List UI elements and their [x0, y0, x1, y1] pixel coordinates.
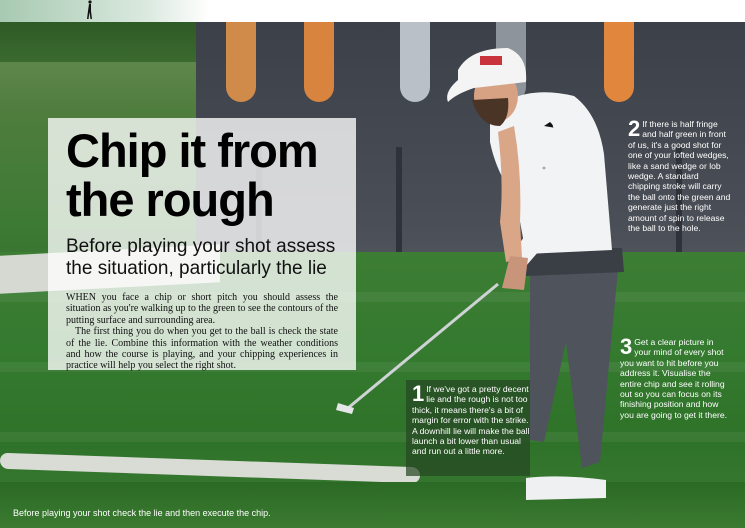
tip-2: [628, 116, 732, 234]
article-title: Chip it from the rough: [66, 124, 318, 226]
intro-paragraph: WHEN you face a chip or short pitch you should assess the situation as you're walking up to the green to see the contours of the putting surface and surrounding area.: [66, 292, 339, 326]
page-header-strip: [0, 0, 745, 23]
article-subtitle: Before playing your shot assess the situation, particularly the lie: [66, 236, 336, 279]
tip-text: If we've got a pretty decent lie and the rough is not too thick, it means there's a bit of margin for error with the strike. A downhill lie will make the ball launch a bit lower than usual and run out a little more.: [412, 384, 530, 457]
tip-number: 3: [620, 334, 633, 359]
tip-number: 1: [412, 381, 425, 406]
photo-caption: Before playing your shot check the lie and then execute the chip.: [13, 508, 271, 518]
intro-paragraph: The first thing you do when you get to the ball is check the state of the lie. Combine this information with the weather conditions and how the course is playing, and your chipping experiences in practice will help you select the right shot.: [66, 326, 338, 372]
golfer-silhouette-icon: [84, 0, 94, 20]
tip-number: 2: [628, 116, 641, 141]
tip-text: If there is half fringe and half green in front of us, it's a good shot for one of your lofted wedges, like a sand wedge or lob wedge. A standard chipping stroke will carry the ball onto the green and generate just the right amount of spin to release the ball to the hole.: [628, 119, 731, 234]
tip-1: [406, 380, 530, 476]
hedge: [0, 22, 210, 62]
tip-3: [620, 334, 730, 420]
header-photo-strip: [0, 0, 210, 22]
tip-text: Get a clear picture in your mind of every shot you want to hit before you address it. Visualise the entire chip and see it rolling out so you can focus on its finishing position and how you are going to get it there.: [620, 337, 728, 420]
article-intro: [66, 292, 338, 372]
